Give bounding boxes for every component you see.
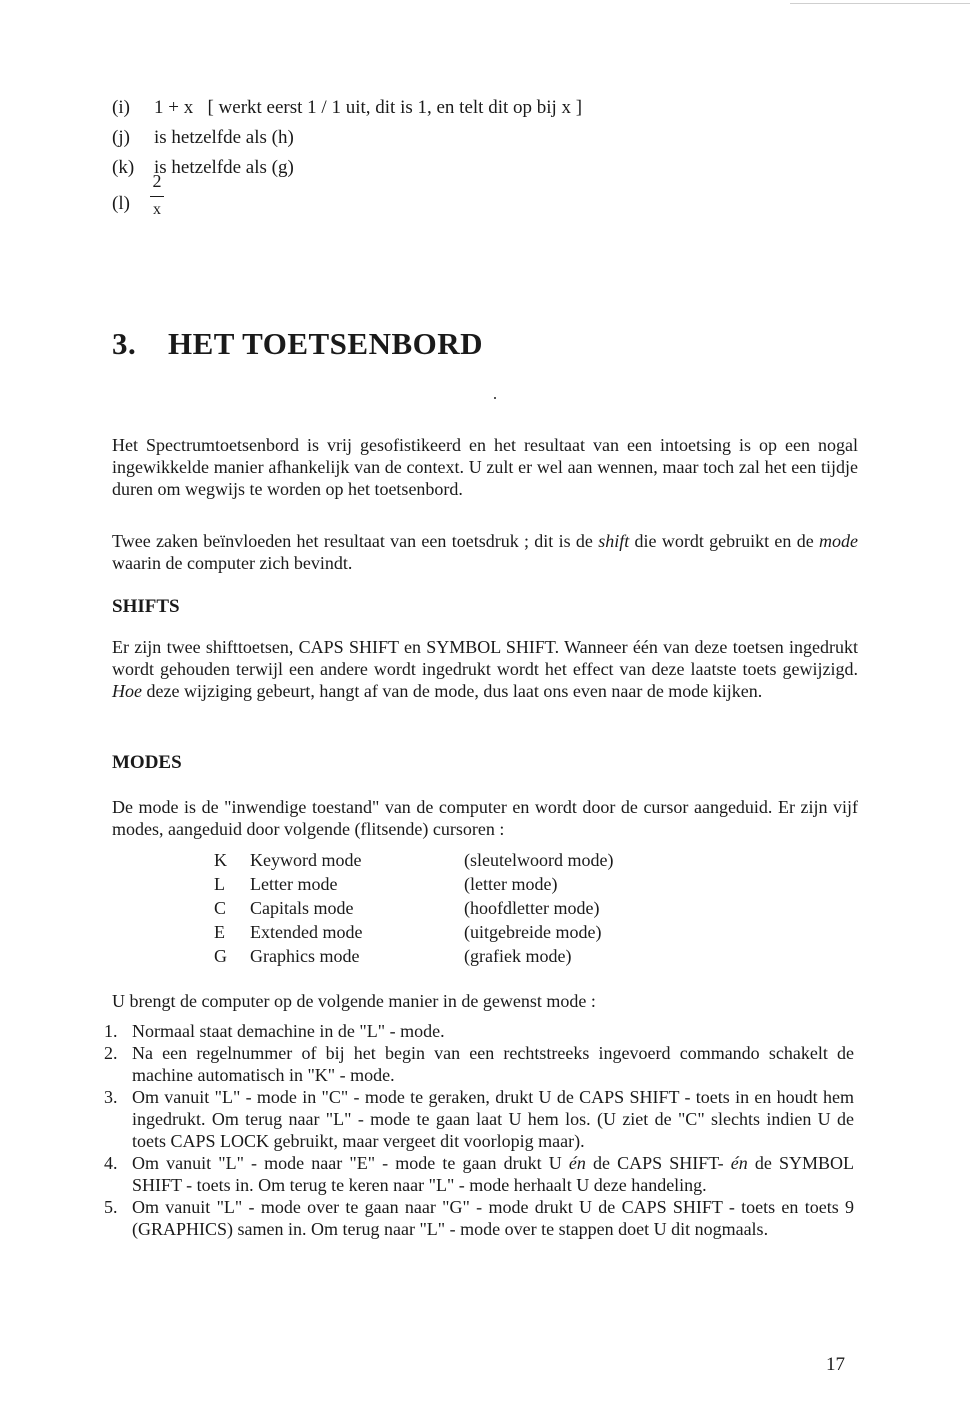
modes-heading: MODES xyxy=(112,752,182,773)
scan-speck xyxy=(494,397,496,399)
list-number: 3. xyxy=(104,1087,118,1107)
mode-term: mode xyxy=(819,531,859,551)
chapter-number: 3. xyxy=(112,326,137,361)
mode-translation: (uitgebreide mode) xyxy=(464,922,602,942)
emphasis-en: én xyxy=(568,1153,586,1173)
list-text: Om vanuit "L" - mode over te gaan naar "G" - mode drukt U de CAPS SHIFT - toets en toets 9 (GRAPHICS) samen in. Om terug naar "L" - mode over te stappen doet U dit nogmaals. xyxy=(132,1197,854,1239)
list-text: Na een regelnummer of bij het begin van een rechtstreeks ingevoerd commando schakelt de machine automatisch in "K" - mode. xyxy=(132,1043,854,1085)
mode-name: Extended mode xyxy=(250,922,363,942)
list-item xyxy=(104,1152,854,1196)
equation-label: (i) xyxy=(112,97,130,118)
mode-translation: (grafiek mode) xyxy=(464,946,572,966)
shifts-heading: SHIFTS xyxy=(112,596,180,617)
list-item xyxy=(104,1086,854,1152)
equation-text: 1 + x [ werkt eerst 1 / 1 uit, dit is 1, en telt dit op bij x ] xyxy=(154,97,583,118)
list-text: Om vanuit "L" - mode naar "E" - mode te gaan drukt U xyxy=(132,1153,569,1173)
list-number: 5. xyxy=(104,1197,118,1217)
fraction-denominator: x xyxy=(153,201,161,218)
list-item xyxy=(104,1020,854,1042)
modes-paragraph: De mode is de "inwendige toestand" van de computer en wordt door de cursor aangeduid. Er zijn vijf modes, aangeduid door volgende (flitsende) cursoren : xyxy=(112,797,858,839)
intro-text: die wordt gebruikt en de xyxy=(629,531,820,551)
equation-text: is hetzelfde als (h) xyxy=(154,127,294,148)
shifts-text: Er zijn twee shifttoetsen, CAPS SHIFT en SYMBOL SHIFT. Wanneer één van deze toetsen ingedrukt wordt gehouden terwijl een andere wordt ingedrukt wordt het effect van deze laatste toets gewijzigd. xyxy=(112,637,858,679)
mode-row xyxy=(214,848,613,872)
mode-row xyxy=(214,896,613,920)
cursor-letter: G xyxy=(214,946,227,966)
equation-label: (j) xyxy=(112,127,130,148)
chapter-heading: HET TOETSENBORD xyxy=(168,326,484,361)
emphasis-en: én xyxy=(730,1153,748,1173)
list-text: Om vanuit "L" - mode in "C" - mode te geraken, drukt U de CAPS SHIFT - toets in en houdt hem ingedrukt. Om terug naar "L" - mode te gaan laat U hem los. (U ziet de "C" slechts indien U de toets CAPS LOCK gebruikt, maar vergeet dit voorlopig maar). xyxy=(132,1087,854,1151)
fraction-two-over-x xyxy=(150,172,164,219)
scan-edge-line xyxy=(790,3,970,4)
shifts-paragraph xyxy=(112,636,858,702)
equation-text: is hetzelfde als (g) xyxy=(154,157,294,178)
intro-paragraph-2 xyxy=(112,530,858,574)
page-number: 17 xyxy=(826,1354,845,1375)
cursor-letter: E xyxy=(214,922,225,942)
mode-translation: (sleutelwoord mode) xyxy=(464,850,614,870)
equation-k xyxy=(112,156,294,180)
intro-text: waarin de computer zich bevindt. xyxy=(112,553,353,573)
equation-j xyxy=(112,126,294,150)
list-item xyxy=(104,1042,854,1086)
list-text: de CAPS SHIFT- xyxy=(585,1153,731,1173)
list-text: Normaal staat demachine in de "L" - mode. xyxy=(132,1021,445,1041)
equation-label: (k) xyxy=(112,157,135,178)
equation-l xyxy=(112,192,154,216)
mode-name: Letter mode xyxy=(250,874,338,894)
list-number: 1. xyxy=(104,1021,118,1041)
hoe-term: Hoe xyxy=(112,681,142,701)
cursor-letter: K xyxy=(214,850,227,870)
fraction-bar xyxy=(150,196,164,197)
mode-table xyxy=(214,848,613,968)
equation-i xyxy=(112,96,582,120)
list-number: 4. xyxy=(104,1153,118,1173)
mode-name: Graphics mode xyxy=(250,946,360,966)
chapter-title xyxy=(112,326,483,362)
intro-paragraph-1: Het Spectrumtoetsenbord is vrij gesofistikeerd en het resultaat van een intoetsing is op een nogal ingewikkelde manier afhankelijk van de context. U zult er wel aan wennen, maar toch zal het een tijdje duren om wegwijs te worden op het toetsenbord. xyxy=(112,435,858,499)
mode-translation: (letter mode) xyxy=(464,874,558,894)
mode-name: Capitals mode xyxy=(250,898,354,918)
intro-text: Twee zaken beïnvloeden het resultaat van een toetsdruk ; dit is de xyxy=(112,531,599,551)
shift-term: shift xyxy=(598,531,630,551)
cursor-letter: C xyxy=(214,898,227,918)
modes-after-paragraph: U brengt de computer op de volgende manier in de gewenst mode : xyxy=(112,991,596,1011)
list-item xyxy=(104,1196,854,1240)
list-text: de SYMBOL SHIFT - toets in. Om terug te keren naar "L" - mode herhaalt U deze handeling. xyxy=(132,1153,854,1195)
mode-name: Keyword mode xyxy=(250,850,362,870)
mode-translation: (hoofdletter mode) xyxy=(464,898,600,918)
shifts-text: deze wijziging gebeurt, hangt af van de mode, dus laat ons even naar de mode kijken. xyxy=(142,681,763,701)
mode-row xyxy=(214,920,613,944)
list-number: 2. xyxy=(104,1043,118,1063)
equation-label: (l) xyxy=(112,193,130,214)
fraction-numerator: 2 xyxy=(152,171,162,191)
mode-row xyxy=(214,872,613,896)
mode-row xyxy=(214,944,613,968)
cursor-letter: L xyxy=(214,874,225,894)
steps-list xyxy=(104,1020,854,1240)
